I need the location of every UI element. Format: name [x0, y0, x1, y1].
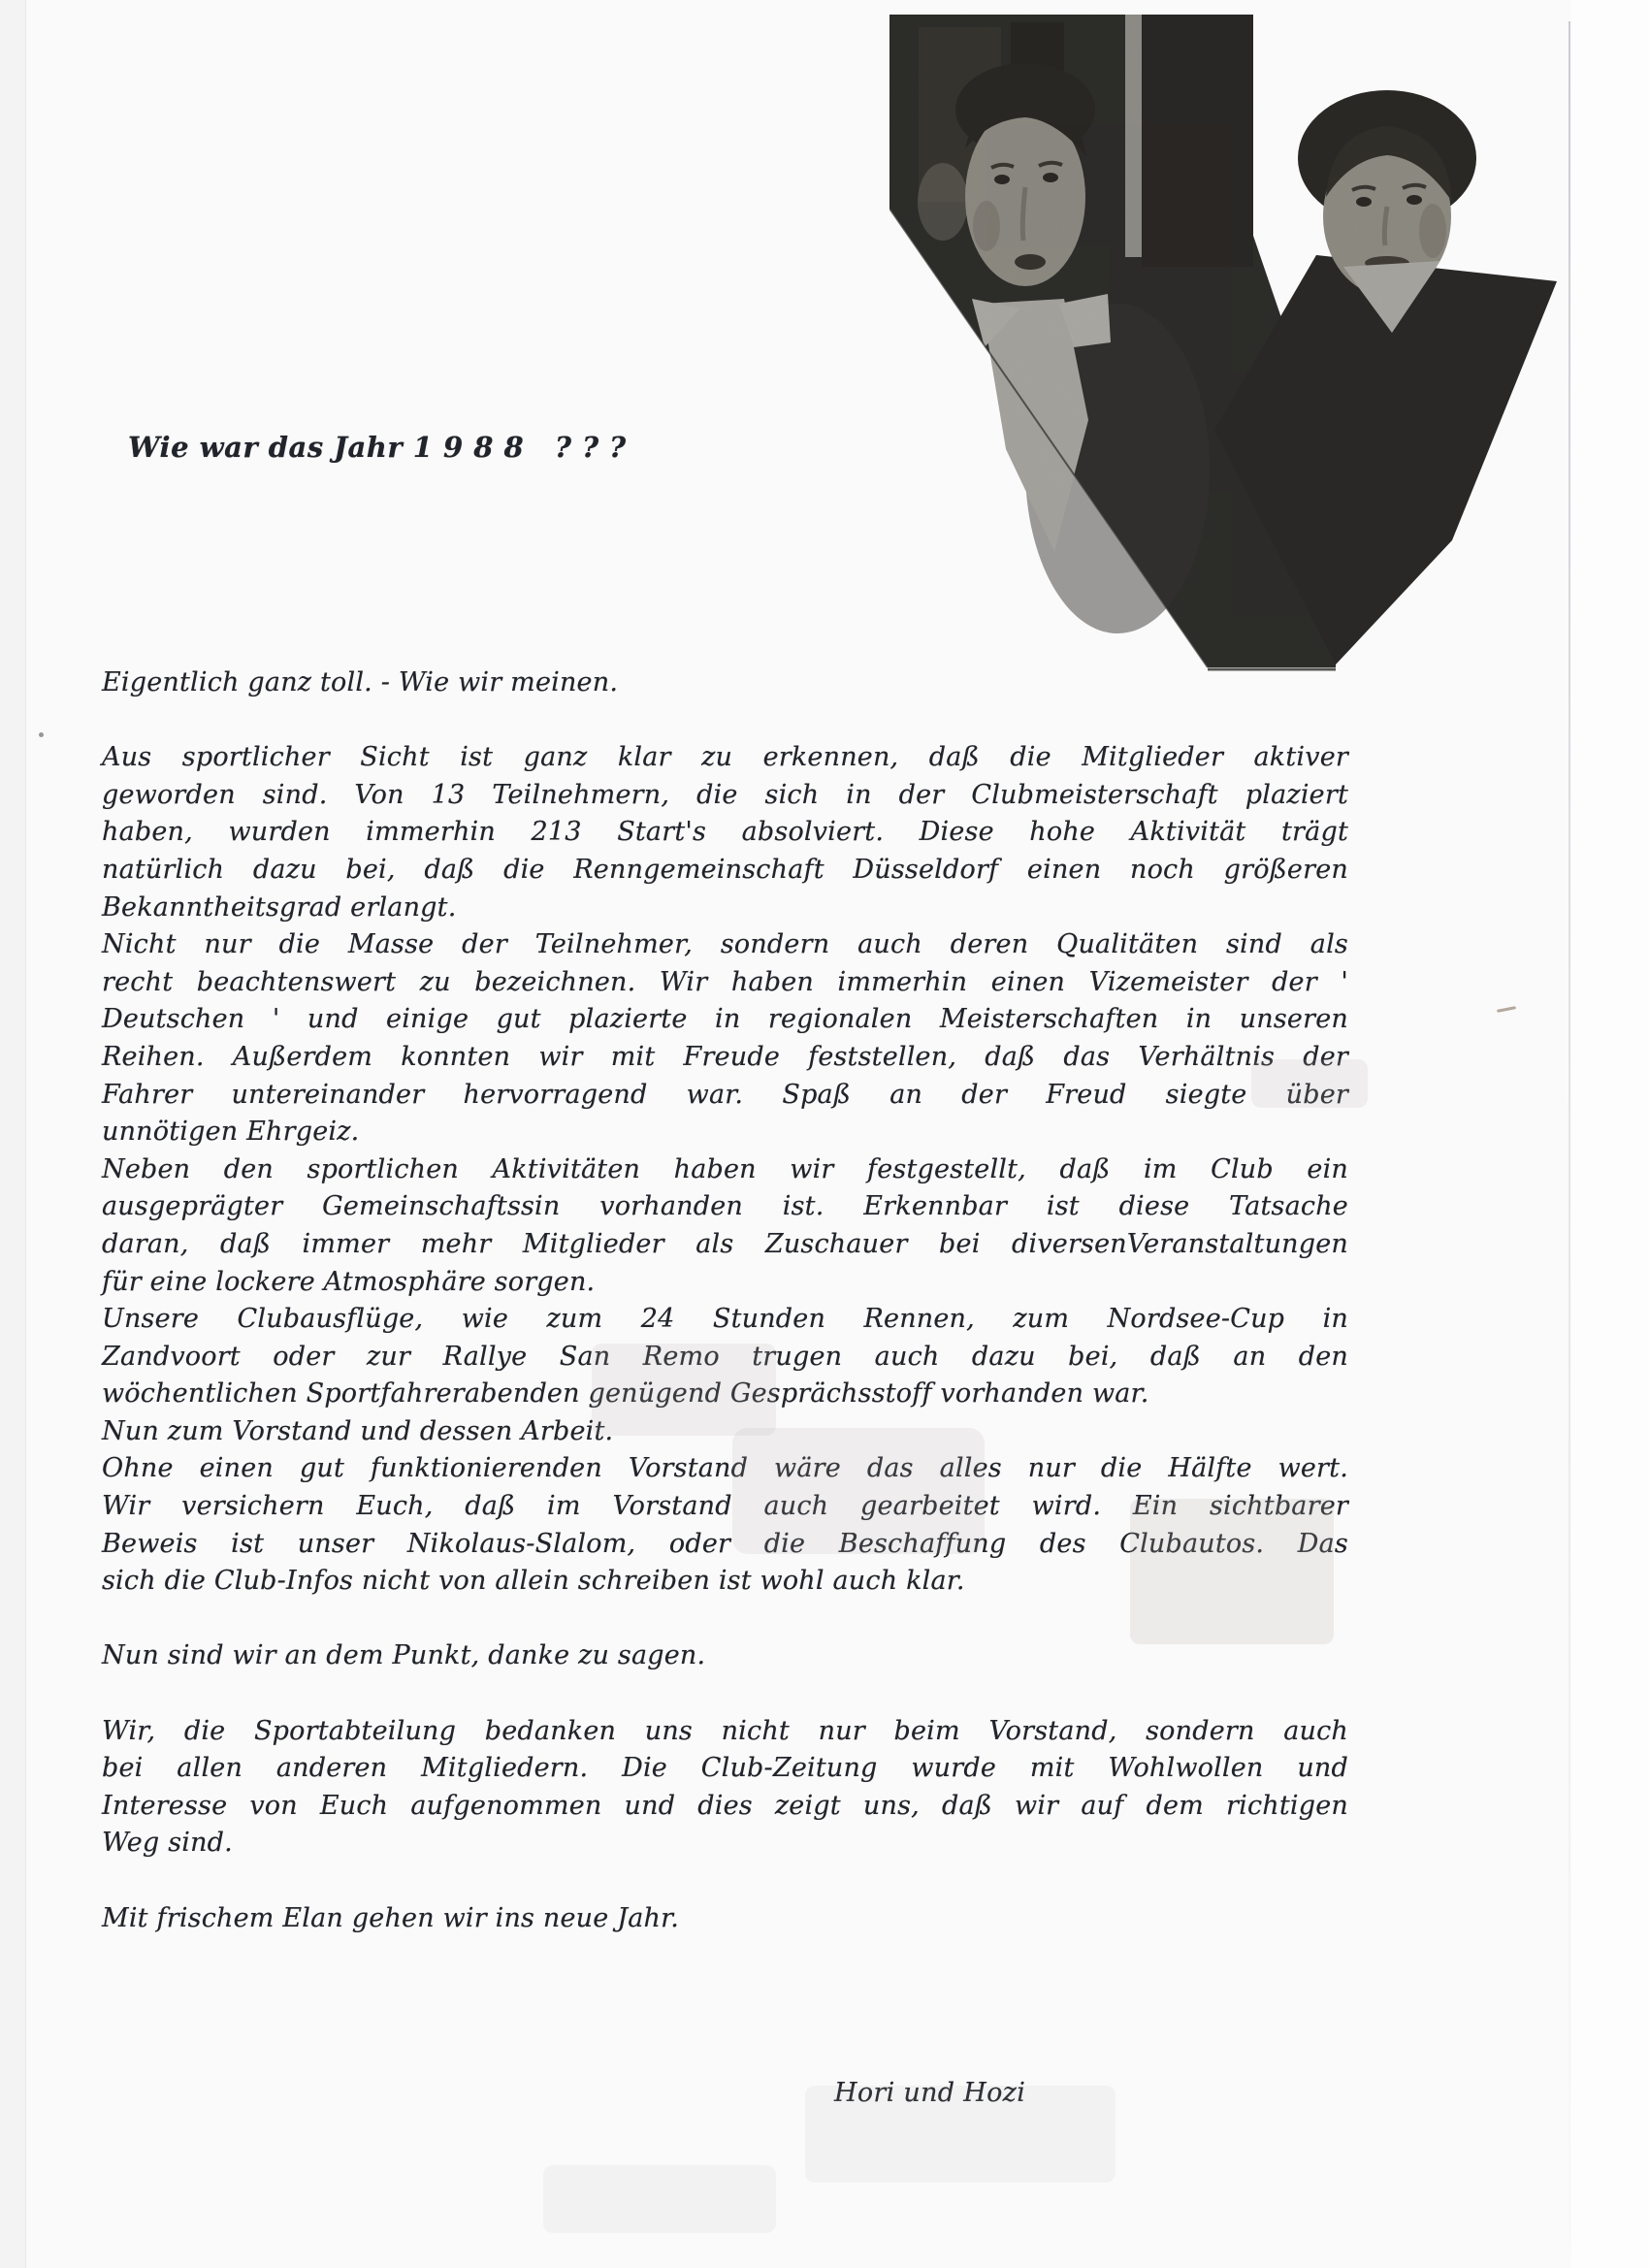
photo-two-men — [889, 13, 1561, 672]
text-line: Wir versichern Euch, daß im Vorstand auch gearbeitet wird. Ein sichtbarer — [102, 1491, 1348, 1522]
text-line: Aus sportlicher Sicht ist ganz klar zu erkennen, daß die Mitglieder aktiver — [102, 742, 1348, 773]
paragraph-qualitaet — [102, 926, 1348, 1151]
page-fold-artifact — [1568, 21, 1570, 2252]
text-line: haben, wurden immerhin 213 Start's absolviert. Diese hohe Aktivität trägt — [102, 817, 1348, 848]
paragraph-sportabteilung — [102, 1713, 1348, 1863]
page-title: Wie war das Jahr 1 9 8 8 ? ? ? — [128, 431, 627, 464]
text-line: Weg sind. — [102, 1828, 233, 1859]
text-line: Eigentlich ganz toll. - Wie wir meinen. — [102, 667, 619, 697]
bleed-through-ghost — [543, 2165, 776, 2233]
text-line: wöchentlichen Sportfahrerabenden genügend Gesprächsstoff vorhanden war. — [102, 1378, 1149, 1409]
bleed-through-ghost — [732, 1428, 985, 1554]
text-line: Reihen. Außerdem konnten wir mit Freude feststellen, daß das Verhältnis der — [102, 1041, 1348, 1072]
paragraph-gemeinschaft — [102, 1151, 1348, 1301]
text-line: Zandvoort oder zur Rallye San Remo trugen auch dazu bei, daß an den — [102, 1341, 1348, 1372]
bleed-through-ghost — [1251, 1059, 1368, 1108]
text-line: Unsere Clubausflüge, wie zum 24 Stunden Rennen, zum Nordsee-Cup in — [102, 1304, 1348, 1335]
text-line: Deutschen ' und einige gut plazierte in regionalen Meisterschaften in unseren — [102, 1004, 1348, 1035]
paragraph-sport — [102, 739, 1348, 926]
text-line: bei allen anderen Mitgliedern. Die Club-Zeitung wurde mit Wohlwollen und — [102, 1753, 1348, 1784]
scan-speck — [39, 732, 44, 737]
text-line: natürlich dazu bei, daß die Renngemeinschaft Düsseldorf einen noch größeren — [102, 854, 1348, 885]
text-line: Ohne einen gut funktionierenden Vorstand wäre das alles nur die Hälfte wert. — [102, 1453, 1348, 1484]
text-line: Beweis ist unser Nikolaus-Slalom, oder die Beschaffung des Clubautos. Das — [102, 1528, 1348, 1559]
text-line: Nicht nur die Masse der Teilnehmer, sondern auch deren Qualitäten sind als — [102, 929, 1348, 960]
text-line: Wir, die Sportabteilung bedanken uns nicht nur beim Vorstand, sondern auch — [102, 1715, 1348, 1746]
text-line: Neben den sportlichen Aktivitäten haben wir festgestellt, daß im Club ein — [102, 1153, 1348, 1184]
text-line: geworden sind. Von 13 Teilnehmern, die sich in der Clubmeisterschaft plaziert — [102, 779, 1348, 810]
signature: Hori und Hozi — [834, 2078, 1026, 2108]
text-line: ausgeprägter Gemeinschaftssin vorhanden ist. Erkennbar ist diese Tatsache — [102, 1191, 1348, 1222]
scan-dash-artifact — [1497, 1006, 1516, 1013]
text-line: Interesse von Euch aufgenommen und dies zeigt uns, daß wir auf dem richtigen — [102, 1790, 1348, 1821]
paragraph-elan — [102, 1900, 1348, 1938]
bleed-through-ghost — [592, 1344, 776, 1436]
text-line: Fahrer untereinander hervorragend war. Spaß an der Freud siegte über — [102, 1079, 1348, 1110]
text-line: sich die Club-Infos nicht von allein schreiben ist wohl auch klar. — [102, 1566, 965, 1597]
text-line: Nun zum Vorstand und dessen Arbeit. — [102, 1415, 614, 1446]
scanner-edge-line — [25, 0, 26, 2268]
text-line: Nun sind wir an dem Punkt, danke zu sagen. — [102, 1640, 706, 1671]
text-line: Mit frischem Elan gehen wir ins neue Jahr. — [102, 1902, 680, 1933]
text-line: recht beachtenswert zu bezeichnen. Wir haben immerhin einen Vizemeister der ' — [102, 966, 1348, 997]
page-right-area — [1571, 0, 1649, 2268]
bleed-through-ghost — [805, 2086, 1116, 2183]
text-line: daran, daß immer mehr Mitglieder als Zuschauer bei diversenVeranstaltungen — [102, 1228, 1348, 1259]
bleed-through-ghost — [1130, 1499, 1334, 1644]
text-line: unnötigen Ehrgeiz. — [102, 1117, 360, 1148]
text-line: für eine lockere Atmosphäre sorgen. — [102, 1266, 596, 1297]
body-text — [102, 664, 1348, 1937]
photo-artwork — [889, 13, 1561, 672]
paragraph-intro — [102, 664, 1348, 702]
text-line: Bekanntheitsgrad erlangt. — [102, 891, 457, 923]
photo-grain — [889, 13, 1561, 672]
scanner-edge — [0, 0, 25, 2268]
